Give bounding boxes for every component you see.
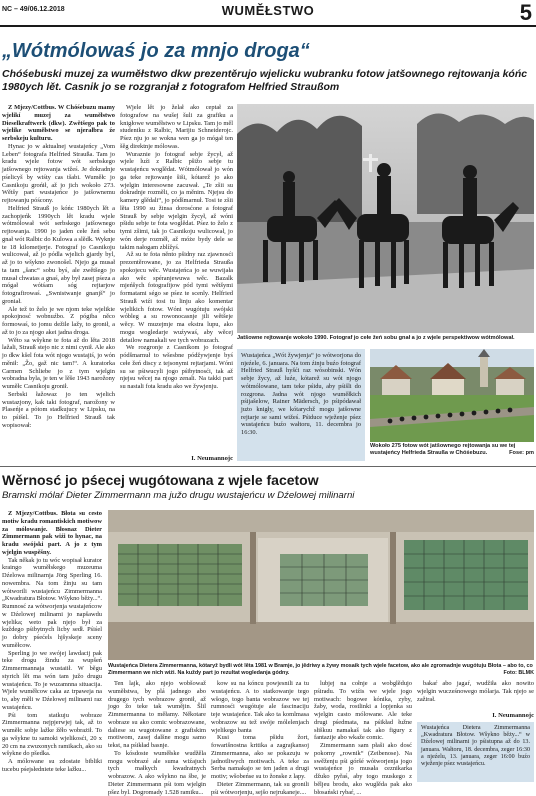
photo2-caption-text: Wokoło 275 fotow wót jatšownego rejtowanja su we tej wustajeńcy Helfrieda Straußa w Chóśebuzu. [370,443,516,456]
article1-paragraph: Wěto sa wšykne te fota až do lěta 2018 lažali, Strauß stejo nic z nimi cynił. Ale ako jo dkw kšel fota wót njogo wustajiś, jo wón měnił: „Žo, gaž nic tam!“. A kuratorka Carmen Schliebe jo z tym wjelgin wobradna byla, je ten w lěše 1943 narožony wuměłc Casnikoju gronił. [2,336,115,390]
photo3-caption-text: Wustajeńca Dietera Zimmermanna, kótaryž bydli wót lěta 1981 w Bramje, jo jědriwy a žywy mosaik tych wjele facetow, ako ale zgromadnje wugótuju Błota – abo to, co Zimmermann we nich wiźi. Na kuždy part jo rezultat wogledanja gódny. [108,663,533,676]
village-procession-photo [370,349,534,442]
photo3-caption [108,663,534,676]
article2-author: I. Neumannojc [492,712,534,719]
article2-column-1 [2,510,102,782]
article2-paragraph: bakaŕ abo jagaŕ, wudžiła ako nowito wjelgin wucześnowego mólarja. Tak njejo se zažirał. [417,680,534,703]
article1-column-1 [2,104,115,462]
article2-subhead: Bramski mólaŕ Dieter Zimmermann ma južo drugu wustajeńcu w Dźelowej milinarni [2,490,355,501]
article1-column-2 [120,104,233,462]
photo1-caption: Jatšowne rejtowanje wokoło 1990. Fotograf jo cełe žeń sobu gnał a jo z wjele perspektiwow wótmólował. [237,335,515,341]
article1-paragraph: Hynac jo w aktualnej wustajeńcy „Vom Leben“ fotografa Helfried Straußa. Tam jo kradu wjele fotow wót serbskego jatšownego rejtowanja wižeś. Je dokradnje pśelicyš by wiśty cas tšabi. Wuměłc jo Casnikoju grońił, až jo jich wokoło 273. Wětšy part wustajeńce jo jatšownemu rejtowanju póścony. [2,142,115,204]
article2-paragraph: Pśi tom statkuju wobraze Zimmermanna nejpjerwjej tak, až to wuměłc sobje lažke žěło wobrażił. To ga wšykne tu samoki wjelikosći, 20 x 20 cm na zwuxonych ramikach, ako su wšykne do pšedka. [2,711,102,758]
article1-infobox [237,349,365,461]
article2-column-3 [211,680,309,796]
article2-column-2 [108,680,206,796]
article1-author: I. Neumannojc [191,455,233,462]
article2-paragraph: A mólowane su zdostate bibliki tucebu pśejsłedniete teke lažku... [2,758,102,773]
article2-paragraph: Kusi toma pšidu žort, fowarišnostna kritika a zagrajkansoj Zimmermanna, ako se pokazuju w jadnotliwych motiwach. A teke za Serba namakajo se ten jaden a drugi motiv; wšobeńse su to žonske z lapy. [211,734,309,780]
article2-paragraph: lubjej na cołnje a wobglědujo pśiradu. To wiźis we wjele jogo motiwach: bogowe kónika, zyby, žaby, woda, rostlinki a lopjenka su wjelgin casto mólowane. Ale teke drugi pśedmata, na pśikład łužne słiškuu namakaš tak ako figury z fantazije abo wkaže comic. [314,680,412,742]
article2-paragraph: kow su na kóncu powjesnili za tu wustajeńcu. A to statkowanje tego wšogo, togo banta wobrazow we tej rumnosći wugótuje ale fascinaciju teje wustajeńce. Tak ako ta komlmasa wobrazow su tež swóje mólelenjach wjelikego banta [211,680,309,734]
photo3-credit: Foto: BLMK [503,669,534,676]
photo2-caption [370,443,534,457]
article2-headline: Wěrnosć jo pśecej wugótowana z wjele facetow [2,472,319,488]
issue-label: NC – 49/06.12.2018 [2,6,65,13]
article1-paragraph: Z Mjezy/Cottbus. W Chóśebuzu mamy wjelikí muzej za wuměłstwo Dieselkraftwerk (dkw). Zwětšego pak to wjelike wuměłstwo se njerałbra źe serbskeju kulturu. [2,104,115,142]
article2-infobox [417,722,534,782]
article2-infobox-text: Wustajeńca Dietera Zimmermanna „Kwadratura Błotow. Wšykno běży...“ w Dźelowej milinarni jo pśistupna až do 13. januara. Wałtoru, 18. decembra, zeger 16:30 a njeźelu, 13. januara, zeger 16:00 buźo wježenje pśez wustajeńcu. [421,725,530,768]
page-header [0,0,536,24]
article1-headline: „Wótmólowaś jo za mnjo droga“ [2,40,310,62]
article2-paragraph: Sperling jo we swójej lawdacij pak teke drogu žindu za wupšeń Zimmermannaja wustaiił. W běgu styrich lět ma wón tam južo drugu wustajeńcu. To je wuzamnna situacija. Wjele wuměłcow caka az trpaweja na to, aby měli w Dźelowej milinarni raz wustajeńcu. [2,649,102,711]
article2-paragraph: To kósdoste wuměłske wudžěla mogu wobrazé ale suma wiźajuch tych małkych kwadratnych wobrazow. A ako wšykno na šbe, je Dieter Zimmermann pśi tom wjelgin pšez byl. Dogromady 1.528 ramiku... [108,749,206,796]
article2-paragraph: Tak někak jo tu wóc wopisał kurator kraingo wuměłskego muzeuma Dźelowa milinarnja Jörg Sperling 16. nowembra. Na tom žinju su tam wótworili wustajeńcu Zimmermanna „Kwadratura Błotow. Wšykno běży...“. Rumnosć za wótworjenja wustajeńcow w Dźelowej milinarni jo napšawdu wjelika; weto pak njejo był za kuždego pśibytnych licby sedł. Pśiśel jo dobry pśećels hjšyskeje sceny wuměłcow. [2,556,102,649]
article2-paragraph: Z Mjezy/Cottbus. Błota su cesto motiw kradu romantiskich motiwow za mólowanje. Błosnaz Dieter Zimmermann pak wiźi to hynac, na kradu swójski part. A jo z tym wjelgin wuspěšny. [2,510,102,556]
article2-paragraph: Ten lajk, ako njejo wobšowaž wuměłstwa, by plá jadnego abo drugego tych wobrazow gronił, až jogo žo teke tak wumějin. Šlil Zimmermanna to měłamy. Někotare wobraze su ako comic wobrazowane, daliese su wugotowane z grafiskim motiwom, zasej dalšne mogu samo tekst, na pśikład basnje. [108,680,206,749]
article1-paragraph: Až su te fota něnto pšidny raz zjawnosći prezentěrowane, jo za Helfrieda Straußa spokojecu wěc. Wustajeńca jo se wuwijała ako wěc spéranjewuwa wěc. Bazalk mjeńšych fotografijow pód tymi wětšymi formatami ségo se pśez te scenly. Helfried Strauß wiźi tosi tu linju ako komentar wjelikich fotow. Wóni wugótuju swójski wóbleg a su rowonocasnje jili wětšeje wěcy. W muzejmje ma ekstra lupu, ako mogu wogledarje wuźywaś, aby wěcej detailow namakali we tych wobrazach. [120,251,233,344]
section-title: WUMĚŁSTWO [221,3,315,18]
article2-column-4 [314,680,412,796]
page-number: 5 [519,0,532,25]
article2-column-5 [417,680,534,710]
easter-riders-photo [237,104,534,333]
article1-paragraph: Wuraznie jo fotograf sebje žycył, až wjele luźi z Ralbic pšižo sebje tu wustajeńcu woglědat. Wótmólował jo wón ga teke rejtowanje šiši, kótarež jo ako wjelgin interesowne zacuwał. „Te zšii su dokradnje rozměli, co ja měnim. Njejsu do kamery glědali“, jo pódšmarnuł. Tosi te zšii lěta 1990 su žinsa dorosćone a fotograf Strauß by sebje wjelgin žycył, až wóni pšidu sebje te fota woglědat. Pśez to želo z tymi zšimi, tak jo Casnikoju wulicował, jo wón derje rozměł, až móże bydy dele se takim nałogam zblížyś. [120,150,233,251]
article1-paragraph: Serbski łažowaz jo ten wjelich wustazjony, kak taki fotograf, narožony w Plaseńje a pótom stadkujucy w Lipsku, na to pśišel. To jo Helfried Strauß tak wopisował: [2,390,115,429]
gallery-interior-photo [108,510,534,660]
article2-paragraph: Zimmermann sam płaši ako dosć pokorny „rownik“ (Zeibenose). Na swěženju pśi góršé wótworjenja jogo wustajeńce jo musała ceznikarka džuko pyřaś, aby togo muskego z běljeu brodu, ako wuglěda pak ako błosański rybaŕ, ... [314,742,412,796]
header-rule [0,25,536,27]
article1-paragraph: Wjele lět jo želał ako ceptał za fotografow na wušej šuli za grafiku a knigłowe wuměłstwo w Lipsku. Tam jo měl studentku z Ralbic, Marijiu Schneiderojc. Pśez nju jo se wokna wen ga jo mógał ten šěg direktnje mólowas. [120,104,233,150]
photo2-credit: Fose: pm [509,450,534,456]
article1-paragraph: Ale tež to želo je we njom teke wjelikie spokojnosć wobnuźbo. Z pógiba něco formowaś, to jomu dežile lažy, to gronił, a až to jo za njogo akei jadna droga. [2,305,115,336]
article1-paragraph: We rozgronje z Casnikom jo fotograf pódšmarnuł to wšesbne pódžywjenje byś cełe žeń discy z tejsonymi rejtarjami. Wóni su se pśiwucyli jogo pśibytnosći, tak až njejsu wěcej na njogo zenali. Na takki part su nastali fota kradu ako we žywjenju. [120,344,233,390]
article2-paragraph: Dieter Zimmermann, tak su gronili pśi wótworjenju, sejšo nejrukaneje.... [211,780,309,796]
article-divider [0,466,536,467]
article1-subhead: Chóśebuski muzej za wuměłstwo dkw prezentěrujo wjelicku wubranku fotow jatšownego rejtowanja kóńc 1980ych lět. Casnik jo se rozgranjał z fotografom Helfried Straußom [2,68,528,93]
article1-paragraph: Helfried Strauß jo kóńc 1980ych lět a zachopjeńk 1990ych lět kradu wjele wótmólował wót serbskego jatšownego rejtowanja. 1990 jo jaden cełe žeń sebu gnał wót Ralbic do Kulowa a slědk. Wyknje te 18 kilometjerje. Fotograf jo Casnikoju wulicował, až jo pódla wjelich gjardy byl, až jo to wšykno zwonošel. Njejo ga musał ta tam „šanc“ sobu byś, ale zwětšego jo musał chwatas a gnaś, aby był zasej pśeza a mógał wótśam sóg rejtarjow fotografirowaś. „Swnistwanje gnanjš“ jo groniał. [2,204,115,305]
article1-infobox-text: Wustajeńca „Wót žywjenja“ jo wótworjona do njeźele, 6. januara. Na tom źinju buźo fotograf Helfried Strauß hyšći raz wósobinski. Wón sebje žycy, až luźe, kótarež su wót njogo wótmólowane, tam teke pśidu, aby pśišli do rozgrona. Jadna wót njogo wuměłkich pśijašelow, Rainer Mädersch, jo pśipódawał jużo knigły, we kótarychž mogu jatšowne rejtarje se sami wižeś. Pśiduce wježenje pśez wustajeńcu buźo wałtoru, 11. decembra jo 16:30. [241,352,361,437]
